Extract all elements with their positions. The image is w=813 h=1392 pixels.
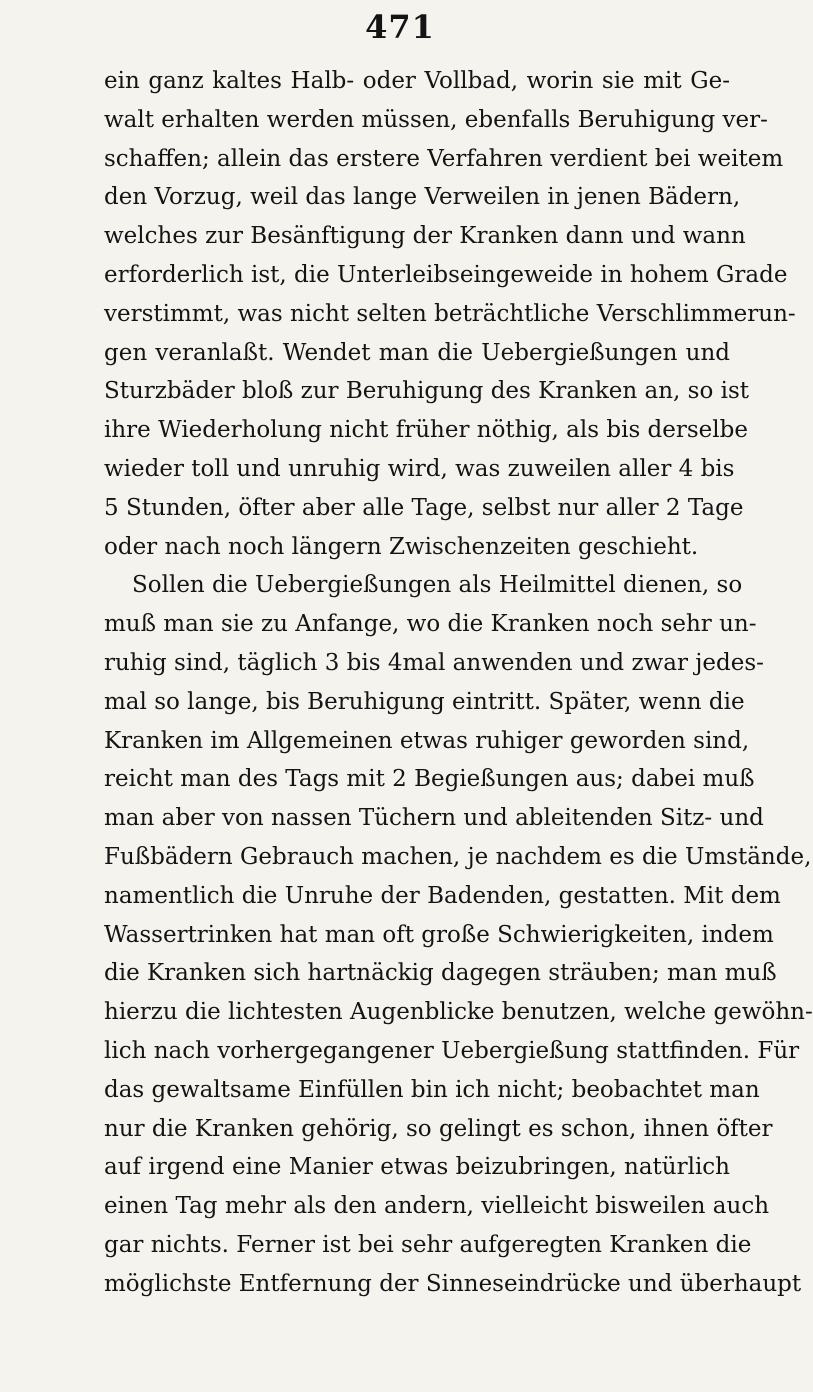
text-line: 5 Stunden, öfter aber alle Tage, selbst nur aller 2 Tage — [104, 494, 744, 521]
text-line: welches zur Besänftigung der Kranken dann und wann — [104, 223, 746, 250]
text-line: reicht man des Tags mit 2 Begießungen aus; dabei muß — [104, 766, 755, 793]
text-line: ein ganz kaltes Halb- oder Vollbad, worin sie mit Ge- — [104, 68, 730, 94]
text-line: auf irgend eine Manier etwas beizubringen, natürlich — [104, 1154, 730, 1181]
text-line: muß man sie zu Anfange, wo die Kranken noch sehr un- — [104, 611, 757, 638]
text-line: den Vorzug, weil das lange Verweilen in jenen Bädern, — [104, 184, 741, 211]
text-line: Sollen die Uebergießungen als Heilmittel dienen, so — [132, 572, 743, 599]
text-line: man aber von nassen Tüchern und ableitenden Sitz- und — [104, 805, 764, 832]
text-line: gar nichts. Ferner ist bei sehr aufgeregten Kranken die — [104, 1231, 752, 1258]
text-line: die Kranken sich hartnäckig dagegen sträuben; man muß — [104, 960, 777, 987]
text-line: lich nach vorhergegangener Uebergießung stattfinden. Für — [104, 1037, 800, 1064]
text-line: schaffen; allein das erstere Verfahren verdient bei weitem — [104, 145, 784, 172]
text-line: einen Tag mehr als den andern, vielleicht bisweilen auch — [104, 1193, 770, 1220]
text-line: Sturzbäder bloß zur Beruhigung des Kranken an, so ist — [104, 378, 750, 405]
text-line: namentlich die Unruhe der Badenden, gestatten. Mit dem — [104, 882, 781, 909]
text-line: gen veranlaßt. Wendet man die Uebergießungen und — [104, 339, 730, 366]
page-number: 471 — [365, 8, 435, 46]
text-line: verstimmt, was nicht selten beträchtliche Verschlimmerun- — [104, 300, 796, 327]
text-line: das gewaltsame Einfüllen bin ich nicht; beobachtet man — [104, 1076, 760, 1103]
text-line: walt erhalten werden müssen, ebenfalls Beruhigung ver- — [104, 106, 768, 133]
text-line: möglichste Entfernung der Sinneseindrücke und überhaupt — [104, 1270, 802, 1297]
text-line: wieder toll und unruhig wird, was zuweilen aller 4 bis — [104, 455, 735, 482]
text-line: Fußbädern Gebrauch machen, je nachdem es die Umstände, — [104, 843, 812, 870]
body-text — [104, 62, 813, 1304]
text-line: nur die Kranken gehörig, so gelingt es schon, ihnen öfter — [104, 1115, 773, 1142]
text-line: ihre Wiederholung nicht früher nöthig, als bis derselbe — [104, 417, 748, 444]
text-line: Wassertrinken hat man oft große Schwierigkeiten, indem — [104, 921, 774, 948]
text-line: mal so lange, bis Beruhigung eintritt. Später, wenn die — [104, 688, 745, 715]
text-line: hierzu die lichtesten Augenblicke benutzen, welche gewöhn- — [104, 999, 813, 1026]
text-line: erforderlich ist, die Unterleibseingeweide in hohem Grade — [104, 261, 788, 288]
text-line: Kranken im Allgemeinen etwas ruhiger geworden sind, — [104, 727, 750, 754]
text-line: oder nach noch längern Zwischenzeiten geschieht. — [104, 533, 699, 560]
text-line: ruhig sind, täglich 3 bis 4mal anwenden und zwar jedes- — [104, 649, 764, 676]
